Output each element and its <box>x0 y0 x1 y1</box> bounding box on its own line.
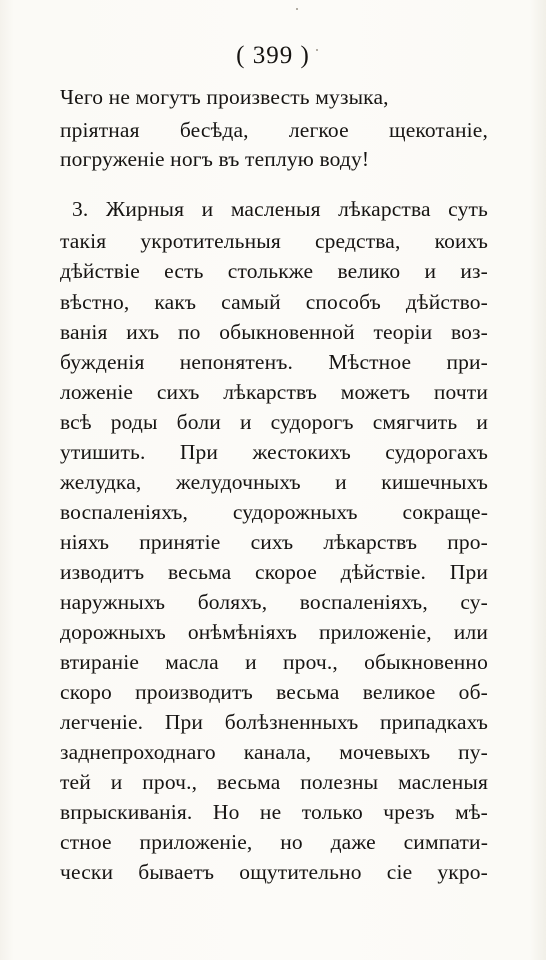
text-line: желудка, желудочныхъ и кишечныхъ <box>60 470 488 494</box>
text-line: дорожныхъ онѣмѣніяхъ приложеніе, или <box>60 620 488 644</box>
text-line: всѣ роды боли и судорогъ смягчить и <box>60 410 488 434</box>
text-line: воспаленіяхъ, судорожныхъ сокраще- <box>60 500 488 524</box>
text-line: изводитъ весьма скорое дѣйствіе. При <box>60 560 488 584</box>
text-line: такія укротительныя средства, коихъ <box>60 229 488 253</box>
text-line: заднепроходнаго канала, мочевыхъ пу- <box>60 740 488 764</box>
text-line: ложеніе сихъ лѣкарствъ можетъ почти <box>60 380 488 404</box>
text-line: дѣйствіе есть столькже велико и из- <box>60 259 488 283</box>
text-line: впрыскиванія. Но не только чрезъ мѣ- <box>60 800 488 824</box>
text-line: втираніе масла и проч., обыкновенно <box>60 650 488 674</box>
text-line: легченіе. При болѣзненныхъ припадкахъ <box>60 710 488 734</box>
text-line: стное приложеніе, но даже симпати- <box>60 830 488 854</box>
text-line: скоро производитъ весьма великое об- <box>60 680 488 704</box>
text-line: погруженіе ногъ въ теплую воду! <box>60 147 370 171</box>
text-line: бужденія непонятенъ. Мѣстное при- <box>60 350 488 374</box>
text-line: утишить. При жестокихъ судорогахъ <box>60 440 488 464</box>
text-line: 3. Жирныя и масленыя лѣкарства суть <box>72 197 488 221</box>
text-line: ванія ихъ по обыкновенной теоріи воз- <box>60 320 488 344</box>
paper-speck <box>316 49 318 51</box>
text-line: чески бываетъ ощутительно сіе укро- <box>60 860 488 884</box>
text-line: пріятная бесѣда, легкое щекотаніе, <box>60 118 488 142</box>
text-line: наружныхъ боляхъ, воспаленіяхъ, су- <box>60 590 488 614</box>
text-line: Чего не могутъ произвесть музыка, <box>60 85 389 109</box>
page-number: ( 399 ) <box>236 42 310 69</box>
text-line: ніяхъ принятіе сихъ лѣкарствъ про- <box>60 530 488 554</box>
text-line: вѣстно, какъ самый способъ дѣйство- <box>60 290 488 314</box>
text-line: тей и проч., весьма полезны масленыя <box>60 770 488 794</box>
paper-speck <box>296 8 298 10</box>
